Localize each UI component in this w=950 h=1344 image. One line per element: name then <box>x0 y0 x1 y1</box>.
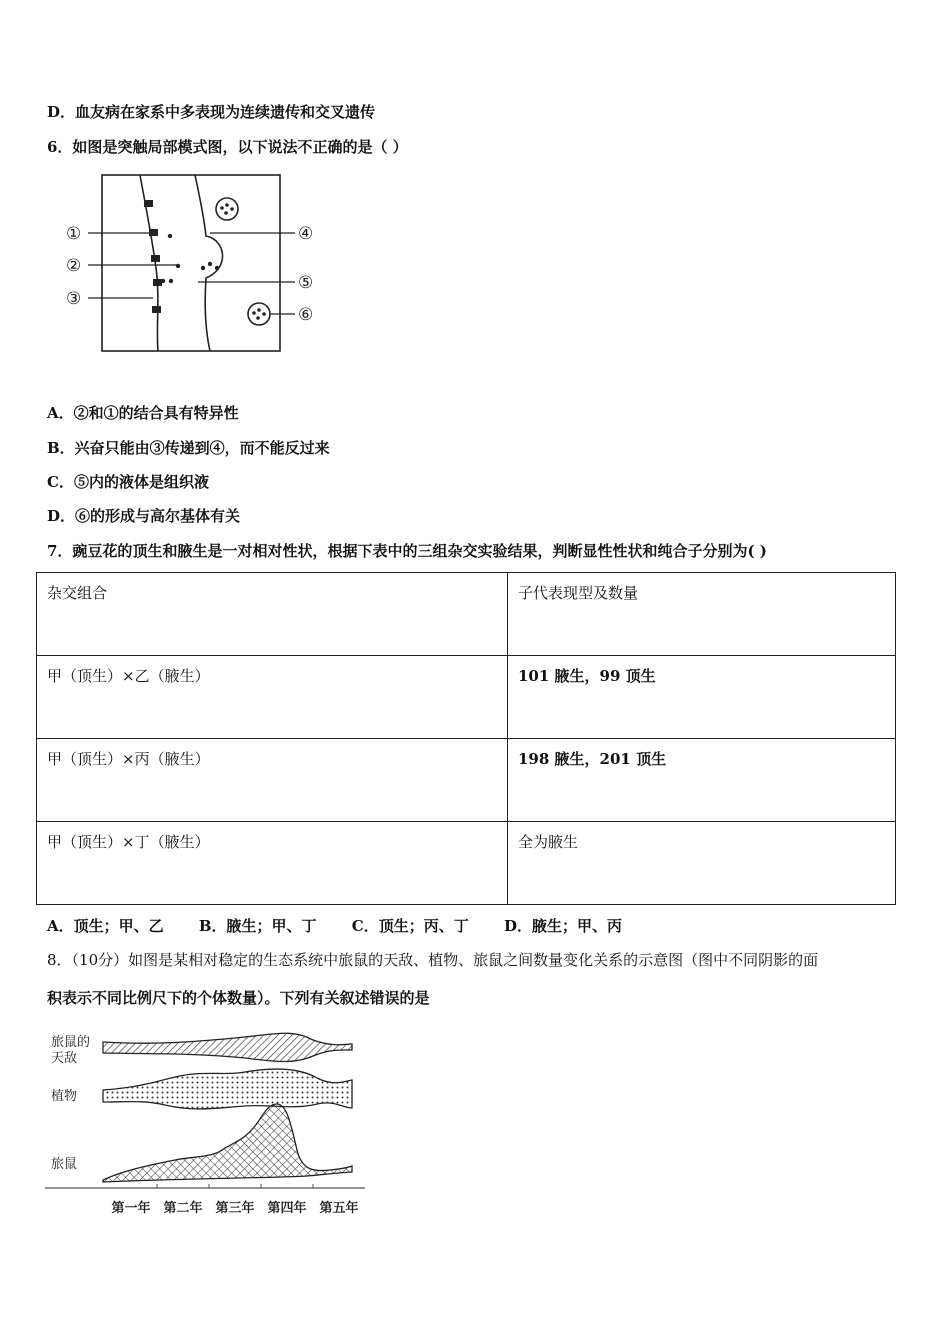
q7-options <box>47 916 652 936</box>
q6-option-a: A．②和①的结合具有特异性 <box>47 404 239 422</box>
table-cell: 全为腋生 <box>508 822 896 905</box>
q8-stem-line2: 积表示不同比例尺下的个体数量）。下列有关叙述错误的是 <box>47 989 430 1007</box>
label-3: ③ <box>66 289 82 309</box>
population-chart <box>45 1020 375 1225</box>
q6-option-c: C．⑤内的液体是组织液 <box>47 473 209 491</box>
row-label-predator-1: 旅鼠的 <box>51 1035 91 1050</box>
q6-option-b: B．兴奋只能由③传递到④，而不能反过来 <box>47 439 330 457</box>
table-header-row <box>37 573 896 656</box>
q7-option-d: D．腋生；甲、丙 <box>503 917 622 935</box>
table-header-cell: 杂交组合 <box>37 573 508 656</box>
q7-option-a: A．顶生；甲、乙 <box>47 917 164 935</box>
row-label-predator-2: 天敌 <box>51 1051 78 1066</box>
q7-stem: 7．豌豆花的顶生和腋生是一对相对性状，根据下表中的三组杂交实验结果，判断显性性状和纯合子分别为( ) <box>47 542 767 560</box>
table-row <box>37 739 896 822</box>
series-lemming-area <box>103 1104 352 1182</box>
table-cell: 198 腋生，201 顶生 <box>508 739 896 822</box>
q7-option-b: B．腋生；甲、丁 <box>198 917 317 935</box>
table-row <box>37 656 896 739</box>
table-cell: 甲（顶生）×乙（腋生） <box>37 656 508 739</box>
x-tick-label: 第一年 <box>111 1201 151 1216</box>
x-tick-label: 第三年 <box>215 1201 255 1216</box>
series-plant-area <box>103 1069 352 1109</box>
q5-option-d: D．血友病在家系中多表现为连续遗传和交叉遗传 <box>47 103 376 121</box>
label-1: ① <box>66 224 82 244</box>
cross-table <box>36 572 896 905</box>
series-predator-area <box>103 1033 352 1061</box>
table-row <box>37 822 896 905</box>
table-header-cell: 子代表现型及数量 <box>508 573 896 656</box>
label-4: ④ <box>298 224 314 244</box>
table-cell: 甲（顶生）×丁（腋生） <box>37 822 508 905</box>
row-label-lemming: 旅鼠 <box>51 1157 78 1172</box>
x-tick-label: 第五年 <box>319 1201 359 1216</box>
x-tick-label: 第四年 <box>267 1201 307 1216</box>
table-cell: 甲（顶生）×丙（腋生） <box>37 739 508 822</box>
q7-option-c: C．顶生；丙、丁 <box>351 917 469 935</box>
q6-stem: 6．如图是突触局部模式图，以下说法不正确的是（ ） <box>47 138 408 156</box>
x-tick-label: 第二年 <box>163 1201 203 1216</box>
q8-stem-line1: 8．（10分）如图是某相对稳定的生态系统中旅鼠的天敌、植物、旅鼠之间数量变化关系的示意图（图中不同阴影的面 <box>47 951 819 969</box>
synapse-diagram <box>60 168 330 363</box>
table-cell: 101 腋生，99 顶生 <box>508 656 896 739</box>
row-label-plant: 植物 <box>51 1089 78 1104</box>
label-5: ⑤ <box>298 273 314 293</box>
q6-option-d: D．⑥的形成与高尔基体有关 <box>47 507 241 525</box>
label-2: ② <box>66 256 82 276</box>
label-6: ⑥ <box>298 305 314 325</box>
